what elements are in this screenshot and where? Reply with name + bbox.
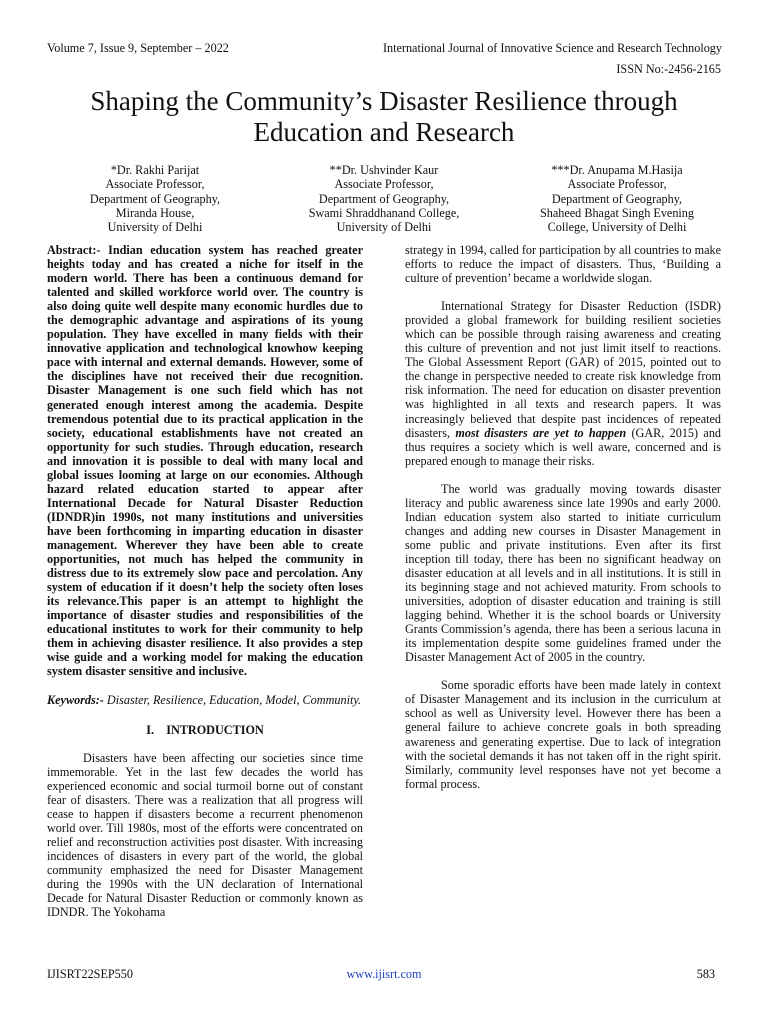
keywords [47,693,363,707]
author-univ: University of Delhi [107,220,203,235]
author-name: *Dr. Rakhi Parijat [110,163,200,177]
paper-title: Shaping the Community’s Disaster Resilience through Education and Research [90,86,678,147]
author-univ: College, University of Delhi [547,220,687,235]
paragraph-text: (GAR, 2015) and thus requires a society which is well aware, concerned and is prepared enough to manage their risks. [405,425,722,468]
author-college: Swami Shraddhanand College, [308,205,460,220]
journal-name: International Journal of Innovative Science and Research Technology [382,41,722,55]
right-column [405,243,721,791]
author-role: Associate Professor, [334,177,434,192]
author-name: **Dr. Ushvinder Kaur [329,163,439,177]
author-name: ***Dr. Anupama M.Hasija [551,163,683,177]
author-block-3 [508,163,726,234]
author-block-2 [276,163,492,234]
paper-code: IJISRT22SEP550 [47,967,133,981]
left-column [47,243,363,919]
author-role: Associate Professor, [567,177,667,192]
volume-issue: Volume 7, Issue 9, September – 2022 [47,41,229,55]
section-heading: I. INTRODUCTION [146,722,264,737]
abstract: Abstract:- Indian education system has reached greater heights today and has created a niche for itself in the modern world. There has been a continuous demand for talented and skilled workforce world over. The country is also doing quite well despite many economic hurdles due to the demographic advantage and aspirations of its young population. They have excelled in many fields with their innovative application and technological knowhow keeping pace with internal and external demands. However, some of the disciplines have not received their due recognition. Disaster Management is one such field which has not generated enough interest among the academia. Despite tremendous potential due to its practical application in the society, educational establishments have not created an opportunity for such studies. Through education, research and innovation it is possible to deal with many local and global issues looming at large on our economies. Although hazard related education started to appear after International Decade for Natural Disaster Reduction (IDNDR)in 1990s, not many institutions and universities have been forthcoming in imparting education in disaster management. Wherever they have been able to create opportunities, not much has helped the community in distress due to its extremely slow pace and percolation. Any system of education if it doesn’t help the society often loses its relevance.This paper is an attempt to highlight the importance of disaster studies and responsibilities of the educational institutes to work for their community to help them in achieving disaster resilience. It also provides a step wise guide and a working model for making the education system disaster sensitive and inclusive. [47,243,363,679]
author-dept: Department of Geography, [318,191,450,206]
paragraph: strategy in 1994, called for participation by all countries to make efforts to reduce the impact of disasters. Thus, ‘Building a culture of prevention’ became a worldwide slogan. [405,243,721,286]
author-univ: University of Delhi [336,220,432,235]
page-number: 583 [696,967,715,981]
author-dept: Department of Geography, [551,191,683,206]
keywords-label: Keywords:- [47,693,104,708]
author-role: Associate Professor, [105,177,205,192]
author-college: Miranda House, [115,205,195,220]
paragraph: The world was gradually moving towards disaster literacy and public awareness since late 1990s and early 2000. Indian education system also started to initiate curriculum changes and adding new courses in Disaster Management in some public and private institutions. Even after its first inception till today, there has been no significant headway on disaster education at all levels and in all institutions. It is still in its beginning stage and not achieved maturity. From schools to universities, adoption of disaster education and training is still lagging behind. Whether it is the school boards or University Grants Commission’s agenda, there has been a serious lacuna in its implementation despite some guidelines framed under the Disaster Management Act of 2005 in the country. [405,481,721,665]
author-dept: Department of Geography, [89,191,221,206]
author-block-1 [47,163,263,234]
paragraph [405,299,721,468]
keywords-text: Disaster, Resilience, Education, Model, Community. [106,693,362,708]
paragraph-text: International Strategy for Disaster Reduction (ISDR) provided a global framework for building resilient societies which can be possible through raising awareness and creating this culture of prevention and not just limit itself to reactions. The Global Assessment Report (GAR) of 2015, pointed out to the change in perspective needed to create risk knowledge from risk information. The need for education on disaster prevention was highlighted in all texts and research papers. It was increasingly believed that despite past incidences of repeated disasters, [405,299,721,440]
author-college: Shaheed Bhagat Singh Evening [539,205,694,220]
paragraph: Some sporadic efforts have been made lately in context of Disaster Management and its inclusion in the curriculum at school as well as University level. However there has been a general failure to achieve concrete goals in both spreading awareness and generating expertise. Due to lack of integration with the societal demands it has not taken off in the right spirit. Similarly, community level responses have not yet become a formal process. [405,678,721,791]
intro-paragraph: Disasters have been affecting our societies since time immemorable. Yet in the last few decades the world has experienced economic and social turmoil borne out of constant fear of disasters. There was a realization that all progress will cease to happen if disasters become a recurrent phenomenon world over. Till 1980s, most of the efforts were concentrated on relief and reconstruction activities post disaster. With increasing incidences of disasters in every part of the world, the global community emphasized the need for Disaster Management during the 1990s with the UN declaration of International Decade for Natural Disaster Reduction or commonly known as IDNDR. The Yokohama [47,750,363,920]
emphasis-text: most disasters are yet to happen [455,425,627,440]
issn: ISSN No:-2456-2165 [616,62,721,76]
journal-url-link[interactable]: www.ijisrt.com [346,967,422,981]
